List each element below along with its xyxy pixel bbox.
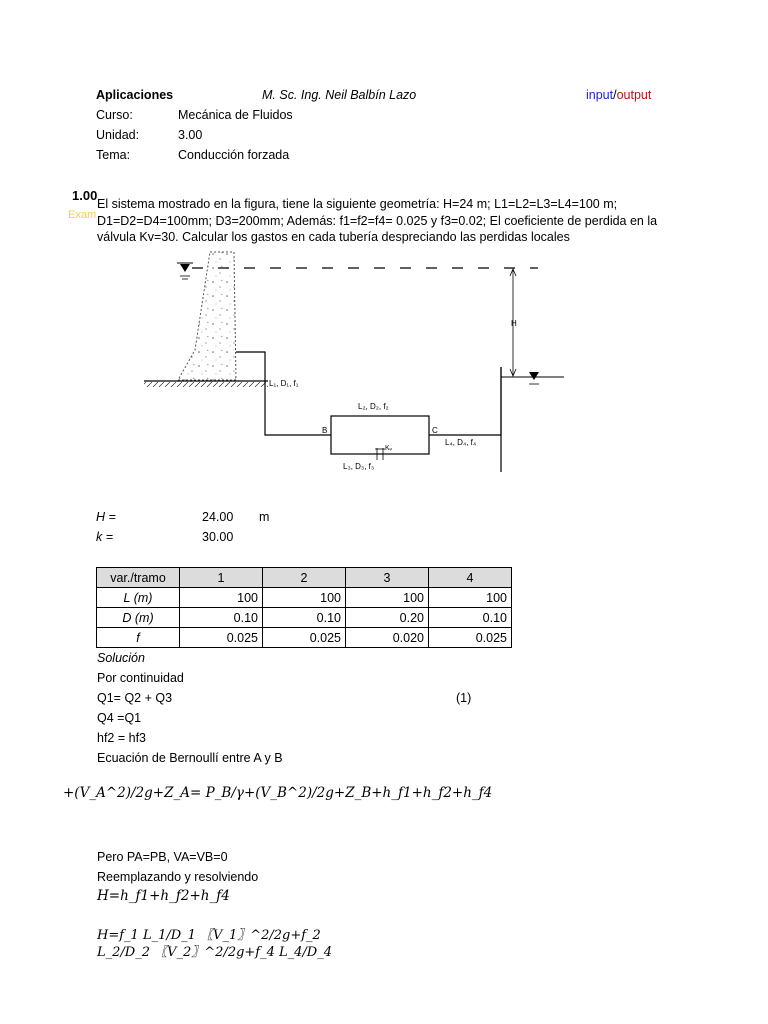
- solution-line: Pero PA=PB, VA=VB=0: [97, 850, 228, 864]
- solution-line: Ecuación de Bernoullí entre A y B: [97, 751, 283, 765]
- pipe-data-table: [96, 567, 512, 648]
- pipe-2-3-loop: [331, 416, 429, 454]
- table-row: [97, 628, 512, 648]
- solution-heading: Solución: [97, 651, 145, 665]
- var-h-unit: m: [259, 510, 270, 524]
- table-cell: 100: [263, 588, 346, 608]
- table-cell: 0.025: [263, 628, 346, 648]
- table-cell: 0.025: [429, 628, 512, 648]
- output-legend: output: [616, 88, 652, 102]
- bernoulli-equation: +(V_A^2)/2g+Z_A= P_B/γ+(V_B^2)/2g+Z_B+h_f1+h_f2+h_f4: [63, 785, 493, 801]
- dam-wall: [178, 252, 236, 380]
- pipe-4: [429, 367, 501, 435]
- pipe-system-diagram: [140, 250, 570, 475]
- table-row-label: f: [97, 628, 180, 648]
- water-level-a-icon: [180, 264, 190, 272]
- solution-line: Reemplazando y resolviendo: [97, 870, 259, 884]
- solution-line: hf2 = hf3: [97, 731, 146, 745]
- course-value: Mecánica de Fluidos: [178, 108, 293, 122]
- topic-label: Tema:: [96, 148, 131, 162]
- expanded-equation-line-2: L_2/D_2 〖V_2〗^2/2g+f_4 L_4/D_4: [97, 945, 332, 960]
- unit-label: Unidad:: [96, 128, 140, 142]
- pipe-3-label: L₃, D₃, f₃: [343, 462, 375, 471]
- var-k-label: k =: [96, 530, 114, 544]
- pipe-1-label: L₁, D₁, f₁: [269, 379, 299, 388]
- table-header-row: [97, 568, 512, 588]
- legend-separator: /: [613, 88, 617, 102]
- solution-line: Por continuidad: [97, 671, 184, 685]
- node-b-label: B: [322, 426, 328, 435]
- table-header-cell: 2: [263, 568, 346, 588]
- solution-line: Q4 =Q1: [97, 711, 142, 725]
- author-name: M. Sc. Ing. Neil Balbín Lazo: [262, 88, 417, 102]
- var-k-value: 30.00: [202, 530, 234, 544]
- table-cell: 0.10: [429, 608, 512, 628]
- table-header-cell: var./tramo: [97, 568, 180, 588]
- table-row-label: L (m): [97, 588, 180, 608]
- problem-number: 1.00: [72, 188, 98, 203]
- table-header-cell: 1: [180, 568, 263, 588]
- table-cell: 100: [180, 588, 263, 608]
- problem-statement: El sistema mostrado en la figura, tiene la siguiente geometría: H=24 m; L1=L2=L3=L4=100 m; D1=D2=D4=100mm; D3=200mm; Además: f1=f2=f4= 0.025 y f3=0.02; El coeficiente de perdida en la válvula Kv=30. Calcular los gastos en cada tubería despreciando las perdidas locales: [97, 197, 658, 244]
- table-cell: 100: [429, 588, 512, 608]
- page-title: Aplicaciones: [96, 88, 174, 102]
- pipe-1: [236, 352, 331, 435]
- table-header-cell: 3: [346, 568, 429, 588]
- var-h-label: H =: [96, 510, 116, 524]
- table-cell: 0.10: [263, 608, 346, 628]
- exam-ghost-label: Exam: [68, 209, 97, 221]
- table-cell: 0.10: [180, 608, 263, 628]
- unit-value: 3.00: [178, 128, 203, 142]
- table-cell: 0.020: [346, 628, 429, 648]
- head-loss-equation: H=h_f1+h_f2+h_f4: [97, 888, 230, 904]
- table-row: [97, 588, 512, 608]
- var-h-value: 24.00: [202, 510, 234, 524]
- expanded-equation-line-1: H=f_1 L_1/D_1 〖V_1〗^2/2g+f_2: [97, 928, 321, 943]
- table-row: [97, 608, 512, 628]
- equation-reference: (1): [456, 691, 472, 705]
- input-output-legend: [586, 88, 651, 102]
- water-level-b-icon: [529, 372, 539, 380]
- h-label: H: [511, 319, 517, 328]
- course-label: Curso:: [96, 108, 133, 122]
- solution-line: Q1= Q2 + Q3: [97, 691, 173, 705]
- pipe-2-label: L₂, D₂, f₂: [358, 402, 389, 411]
- valve-label: Kᵥ: [385, 445, 392, 452]
- table-header-cell: 4: [429, 568, 512, 588]
- pipe-4-label: L₄, D₄, f₄: [445, 438, 477, 447]
- input-legend: input: [586, 88, 614, 102]
- table-cell: 0.20: [346, 608, 429, 628]
- table-cell: 100: [346, 588, 429, 608]
- ground-hatch: [144, 382, 268, 387]
- table-cell: 0.025: [180, 628, 263, 648]
- topic-value: Conducción forzada: [178, 148, 290, 162]
- table-row-label: D (m): [97, 608, 180, 628]
- node-c-label: C: [432, 426, 438, 435]
